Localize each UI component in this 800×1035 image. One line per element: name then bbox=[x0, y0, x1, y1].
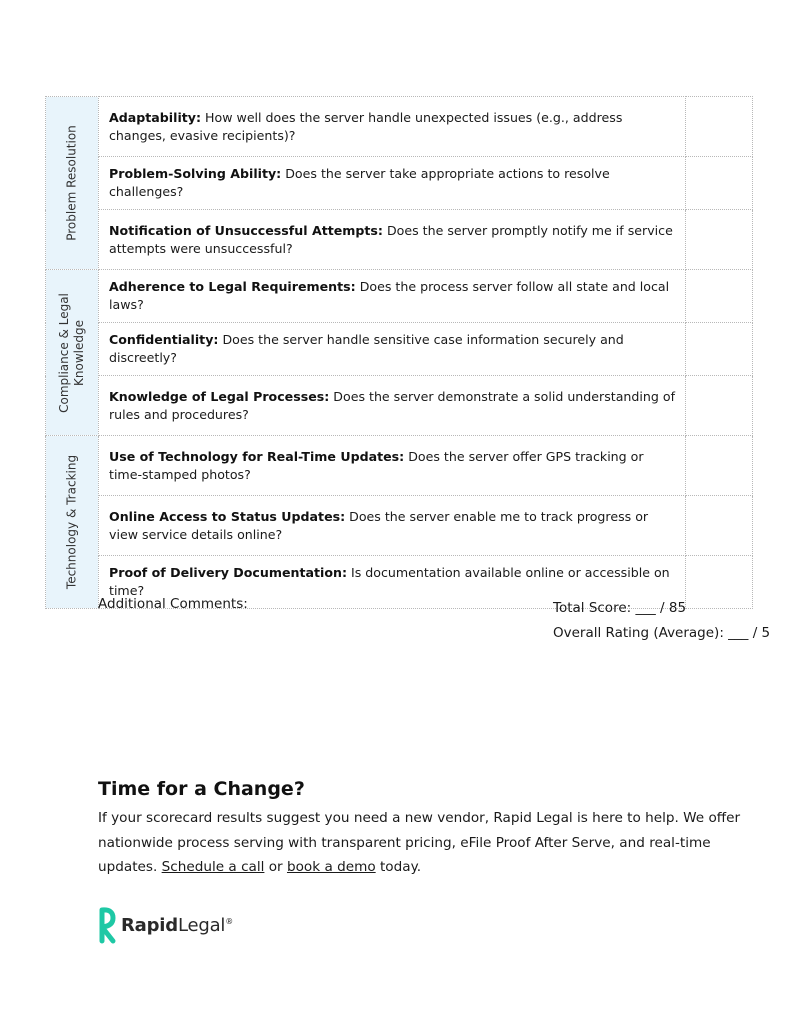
question-text: Does the server promptly notify me if service attempts were unsuccessful? bbox=[109, 222, 673, 256]
total-score: Total Score: ___ / 85 bbox=[553, 600, 687, 616]
question-cell bbox=[99, 496, 686, 556]
cta-body-end: today. bbox=[375, 859, 422, 875]
table-row bbox=[46, 97, 753, 157]
category-label: Problem Resolution bbox=[64, 125, 79, 241]
question-text: How well does the server handle unexpected issues (e.g., address changes, evasive recipients)? bbox=[109, 109, 623, 143]
question-cell bbox=[99, 157, 686, 210]
logo-word-legal: Legal bbox=[177, 914, 226, 936]
question-text: Is documentation available online or accessible on time? bbox=[109, 565, 670, 598]
scorecard-table bbox=[45, 96, 753, 609]
category-label bbox=[57, 293, 87, 413]
question-text: Does the server offer GPS tracking or time-stamped photos? bbox=[109, 448, 644, 482]
question-text: Does the server enable me to track progress or view service details online? bbox=[109, 508, 649, 542]
table-row bbox=[46, 270, 753, 323]
logo-word-rapid: Rapid bbox=[121, 914, 178, 936]
question-cell bbox=[99, 436, 686, 496]
score-cell[interactable] bbox=[686, 97, 753, 157]
score-cell[interactable] bbox=[686, 376, 753, 436]
question-text: Does the server handle sensitive case information securely and discreetly? bbox=[109, 332, 624, 365]
table-row bbox=[46, 436, 753, 496]
question-title: Notification of Unsuccessful Attempts: bbox=[109, 222, 383, 238]
question-cell bbox=[99, 323, 686, 376]
cta-body bbox=[98, 806, 758, 880]
registered-mark: ® bbox=[225, 916, 234, 926]
question-title: Proof of Delivery Documentation: bbox=[109, 565, 347, 580]
question-title: Adherence to Legal Requirements: bbox=[109, 279, 356, 294]
cta-title: Time for a Change? bbox=[98, 778, 305, 800]
table-row bbox=[46, 376, 753, 436]
question-title: Problem-Solving Ability: bbox=[109, 166, 282, 181]
table-row bbox=[46, 496, 753, 556]
score-cell[interactable] bbox=[686, 323, 753, 376]
overall-rating: Overall Rating (Average): ___ / 5 bbox=[553, 625, 771, 641]
question-cell bbox=[99, 270, 686, 323]
question-cell bbox=[99, 97, 686, 157]
logo-wordmark bbox=[121, 915, 233, 936]
category-compliance-legal-knowledge bbox=[46, 270, 99, 436]
cta-body-connector: or bbox=[264, 859, 287, 875]
table-row bbox=[46, 323, 753, 376]
score-summary bbox=[553, 596, 770, 646]
category-problem-resolution bbox=[46, 97, 99, 270]
question-text: Does the server take appropriate actions to resolve challenges? bbox=[109, 166, 610, 199]
rapid-legal-logo bbox=[98, 906, 233, 944]
question-cell bbox=[99, 376, 686, 436]
question-title: Use of Technology for Real-Time Updates: bbox=[109, 448, 405, 464]
category-label-line1: Compliance & Legal bbox=[57, 292, 71, 413]
question-title: Knowledge of Legal Processes: bbox=[109, 388, 330, 404]
score-cell[interactable] bbox=[686, 210, 753, 270]
category-label: Technology & Tracking bbox=[64, 454, 79, 590]
question-title: Confidentiality: bbox=[109, 332, 219, 347]
score-cell[interactable] bbox=[686, 436, 753, 496]
table-row bbox=[46, 157, 753, 210]
question-title: Adaptability: bbox=[109, 109, 202, 125]
category-label-line2: Knowledge bbox=[72, 319, 86, 386]
schedule-call-link[interactable]: Schedule a call bbox=[161, 859, 265, 875]
question-cell bbox=[99, 210, 686, 270]
book-demo-link[interactable]: book a demo bbox=[286, 859, 376, 875]
question-text: Does the server demonstrate a solid understanding of rules and procedures? bbox=[109, 388, 676, 422]
cta-body-text: If your scorecard results suggest you need a new vendor, Rapid Legal is here to help. We offer nationwide process serving with transparent pricing, eFile Proof After Serve, and real-time updates. bbox=[98, 810, 741, 875]
score-cell[interactable] bbox=[686, 270, 753, 323]
table-row bbox=[46, 210, 753, 270]
category-technology-tracking bbox=[46, 436, 99, 609]
rapid-legal-logo-icon bbox=[98, 906, 116, 944]
question-title: Online Access to Status Updates: bbox=[109, 508, 346, 524]
score-cell[interactable] bbox=[686, 496, 753, 556]
question-text: Does the process server follow all state and local laws? bbox=[109, 279, 670, 312]
score-cell[interactable] bbox=[686, 157, 753, 210]
additional-comments-label: Additional Comments: bbox=[98, 596, 248, 612]
